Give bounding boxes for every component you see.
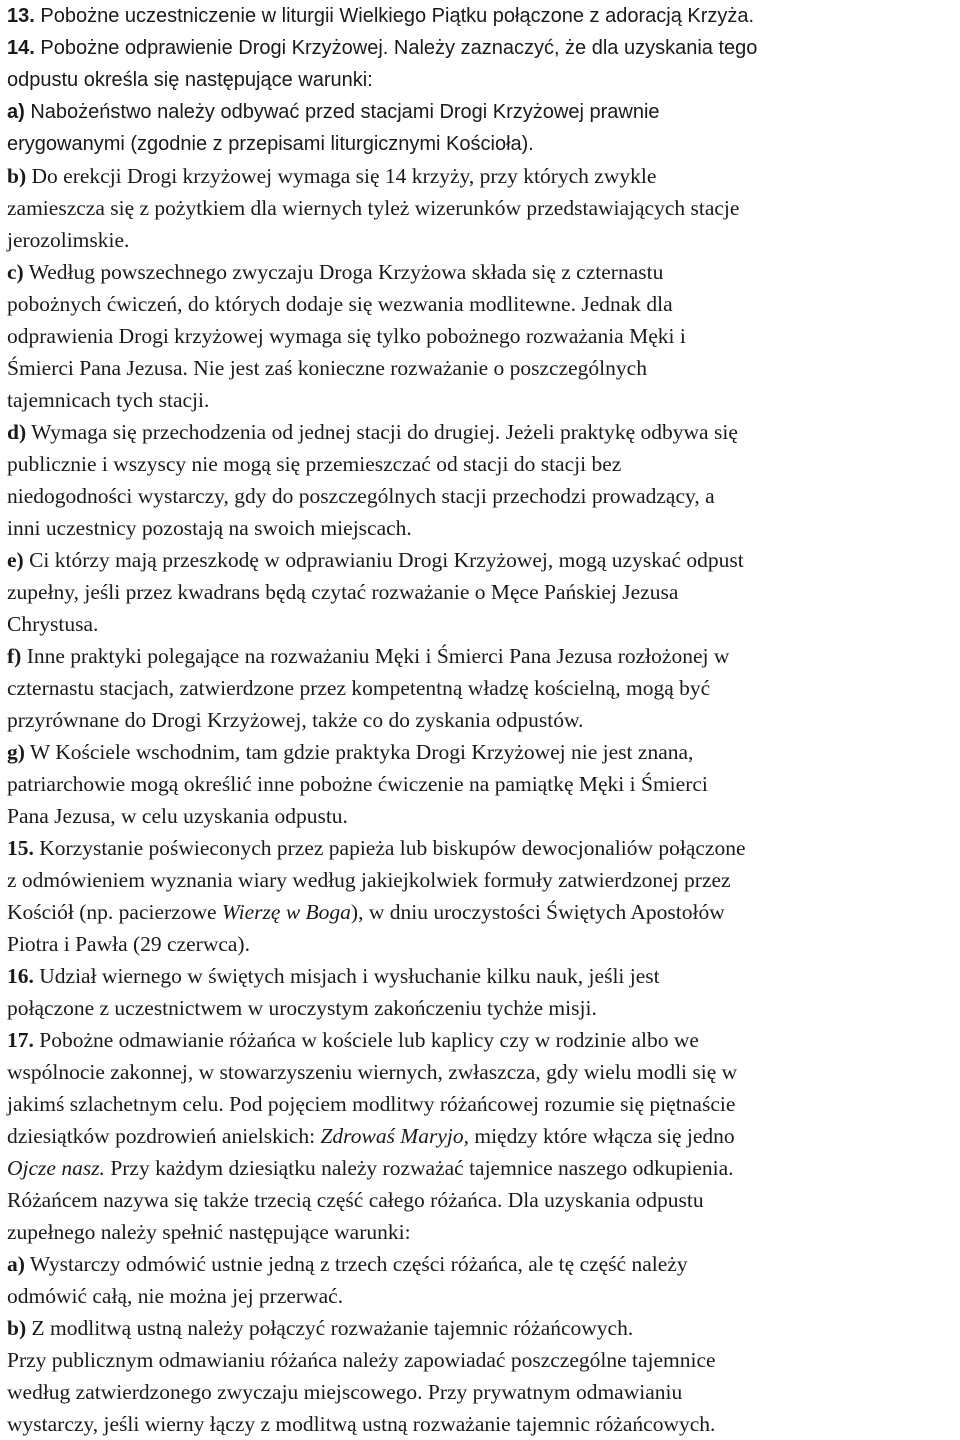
text-run: Ci którzy mają przeszkodę w odprawianiu Drogi Krzyżowej, mogą uzyskać odpust [23, 548, 744, 572]
text-line [7, 1248, 957, 1280]
text-run: ), w dniu uroczystości Świętych Apostołów [350, 900, 725, 924]
text-run: Pobożne odprawienie Drogi Krzyżowej. Należy zaznaczyć, że dla uzyskania tego [34, 37, 758, 59]
paragraph-item-14d [7, 416, 957, 544]
item-label: 17. [7, 1028, 34, 1052]
text-run: odprawienia Drogi krzyżowej wymaga się tylko pobożnego rozważania Męki i [7, 324, 686, 348]
text-line [7, 1088, 957, 1120]
text-line [7, 448, 957, 480]
text-run: jerozolimskie. [7, 228, 130, 252]
item-label: 14. [7, 37, 35, 59]
text-run: Wystarczy odmówić ustnie jedną z trzech części różańca, ale tę część należy [24, 1252, 688, 1276]
italic-text: Wierzę w Boga [221, 900, 351, 924]
text-run: Śmierci Pana Jezusa. Nie jest zaś konieczne rozważanie o poszczególnych [7, 356, 647, 380]
text-line [7, 1312, 957, 1344]
text-run: Pana Jezusa, w celu uzyskania odpustu. [7, 804, 348, 828]
item-label: b) [7, 1316, 27, 1340]
paragraph-item-17-note [7, 1344, 957, 1440]
text-line [7, 1408, 957, 1440]
italic-text: Zdrowaś Maryjo, [320, 1124, 469, 1148]
text-run: patriarchowie mogą określić inne pobożne ćwiczenie na pamiątkę Męki i Śmierci [7, 772, 708, 796]
text-line [7, 1056, 957, 1088]
text-run: czternastu stacjach, zatwierdzone przez kompetentną władzę kościelną, mogą być [7, 676, 711, 700]
item-label: 15. [7, 836, 34, 860]
text-line [7, 864, 957, 896]
paragraph-item-14g [7, 736, 957, 832]
text-line [7, 416, 957, 448]
text-line [7, 672, 957, 704]
text-line [7, 352, 957, 384]
text-run: Wymaga się przechodzenia od jednej stacji do drugiej. Jeżeli praktykę odbywa się [26, 420, 738, 444]
text-line [7, 288, 957, 320]
text-line [7, 1376, 957, 1408]
item-label: f) [7, 644, 22, 668]
text-run: odpustu określa się następujące warunki: [7, 69, 373, 91]
text-line [7, 384, 957, 416]
text-line [7, 800, 957, 832]
text-line [7, 160, 957, 192]
text-run: Z modlitwą ustną należy połączyć rozważanie tajemnic różańcowych. [26, 1316, 634, 1340]
text-line [7, 1024, 957, 1056]
text-run: Udział wiernego w świętych misjach i wysłuchanie kilku nauk, jeśli jest [33, 964, 660, 988]
text-line [7, 640, 957, 672]
paragraph-item-15 [7, 832, 957, 960]
text-run: dziesiątków pozdrowień anielskich: [7, 1124, 321, 1148]
text-line [7, 224, 957, 256]
text-run: niedogodności wystarczy, gdy do poszczególnych stacji przechodzi prowadzący, a [7, 484, 715, 508]
text-line [7, 128, 957, 160]
text-line [7, 320, 957, 352]
text-run: jakimś szlachetnym celu. Pod pojęciem modlitwy różańcowej rozumie się piętnaście [7, 1092, 736, 1116]
text-run: pobożnych ćwiczeń, do których dodaje się wezwania modlitewne. Jednak dla [7, 292, 673, 316]
text-line [7, 608, 957, 640]
text-line [7, 544, 957, 576]
text-line [7, 96, 957, 128]
text-line [7, 832, 957, 864]
text-line [7, 1344, 957, 1376]
italic-text: Ojcze nasz. [7, 1156, 105, 1180]
text-run: wystarczy, jeśli wierny łączy z modlitwą ustną rozważanie tajemnic różańcowych. [7, 1412, 716, 1436]
paragraph-item-14b [7, 160, 957, 256]
text-run: Korzystanie poświeconych przez papieża lub biskupów dewocjonaliów połączone [33, 836, 746, 860]
paragraph-item-14c [7, 256, 957, 416]
text-line [7, 576, 957, 608]
item-label: b) [7, 164, 27, 188]
text-run: wspólnocie zakonnej, w stowarzyszeniu wiernych, zwłaszcza, gdy wielu modli się w [7, 1060, 738, 1084]
text-run: zupełny, jeśli przez kwadrans będą czytać rozważanie o Męce Pańskiej Jezusa [7, 580, 679, 604]
text-run: W Kościele wschodnim, tam gdzie praktyka Drogi Krzyżowej nie jest znana, [24, 740, 694, 764]
text-run: Chrystusa. [7, 612, 99, 636]
text-run: między które włącza się jedno [468, 1124, 735, 1148]
text-line [7, 736, 957, 768]
item-label: d) [7, 420, 27, 444]
text-line [7, 480, 957, 512]
text-line [7, 32, 957, 64]
text-run: Pobożne odmawianie różańca w kościele lub kaplicy czy w rodzinie albo we [33, 1028, 699, 1052]
text-line [7, 768, 957, 800]
paragraph-item-17 [7, 1024, 957, 1248]
paragraph-item-16 [7, 960, 957, 1024]
text-run: przyrównane do Drogi Krzyżowej, także co do zyskania odpustów. [7, 708, 584, 732]
text-run: Kościół (np. pacierzowe [7, 900, 222, 924]
text-run: według zatwierdzonego zwyczaju miejscowego. Przy prywatnym odmawianiu [7, 1380, 683, 1404]
item-label: g) [7, 740, 25, 764]
text-run: Według powszechnego zwyczaju Droga Krzyżowa składa się z czternastu [23, 260, 664, 284]
text-run: Przy każdym dziesiątku należy rozważać tajemnice naszego odkupienia. [104, 1156, 734, 1180]
text-run: Przy publicznym odmawianiu różańca należy zapowiadać poszczególne tajemnice [7, 1348, 716, 1372]
text-line [7, 928, 957, 960]
text-run: Różańcem nazywa się także trzecią część całego różańca. Dla uzyskania odpustu [7, 1188, 704, 1212]
text-run: erygowanymi (zgodnie z przepisami liturgicznymi Kościoła). [7, 133, 534, 155]
paragraph-item-13 [7, 0, 957, 32]
text-run: z odmówieniem wyznania wiary według jakiejkolwiek formuły zatwierdzonej przez [7, 868, 731, 892]
text-line [7, 896, 957, 928]
item-label: e) [7, 548, 24, 572]
paragraph-item-14 [7, 32, 957, 96]
text-run: Do erekcji Drogi krzyżowej wymaga się 14 krzyży, przy których zwykle [26, 164, 657, 188]
item-label: c) [7, 260, 24, 284]
text-run: Piotra i Pawła (29 czerwca). [7, 932, 250, 956]
text-run: Inne praktyki polegające na rozważaniu Męki i Śmierci Pana Jezusa rozłożonej w [21, 644, 730, 668]
text-run: publicznie i wszyscy nie mogą się przemieszczać od stacji do stacji bez [7, 452, 622, 476]
text-line [7, 512, 957, 544]
text-line [7, 0, 957, 32]
text-line [7, 960, 957, 992]
paragraph-item-17b [7, 1312, 957, 1344]
document-page [7, 0, 957, 1440]
text-run: Pobożne uczestniczenie w liturgii Wielkiego Piątku połączone z adoracją Krzyża. [34, 5, 755, 27]
text-run: Nabożeństwo należy odbywać przed stacjami Drogi Krzyżowej prawnie [24, 101, 660, 123]
text-line [7, 1280, 957, 1312]
paragraph-item-14e [7, 544, 957, 640]
text-line [7, 992, 957, 1024]
text-line [7, 1152, 957, 1184]
text-run: odmówić całą, nie można jej przerwać. [7, 1284, 344, 1308]
item-label: 13. [7, 5, 35, 27]
text-run: inni uczestnicy pozostają na swoich miejscach. [7, 516, 412, 540]
text-run: połączone z uczestnictwem w uroczystym zakończeniu tychże misji. [7, 996, 597, 1020]
text-line [7, 704, 957, 736]
paragraph-item-14f [7, 640, 957, 736]
text-line [7, 1120, 957, 1152]
text-line [7, 192, 957, 224]
text-run: zamieszcza się z pożytkiem dla wiernych tyleż wizerunków przedstawiających stacje [7, 196, 740, 220]
text-run: tajemnicach tych stacji. [7, 388, 210, 412]
text-line [7, 1184, 957, 1216]
item-label: a) [7, 101, 25, 123]
item-label: 16. [7, 964, 34, 988]
paragraph-item-14a [7, 96, 957, 160]
text-line [7, 64, 957, 96]
text-line [7, 256, 957, 288]
paragraph-item-17a [7, 1248, 957, 1312]
text-run: zupełnego należy spełnić następujące warunki: [7, 1220, 411, 1244]
item-label: a) [7, 1252, 25, 1276]
text-line [7, 1216, 957, 1248]
